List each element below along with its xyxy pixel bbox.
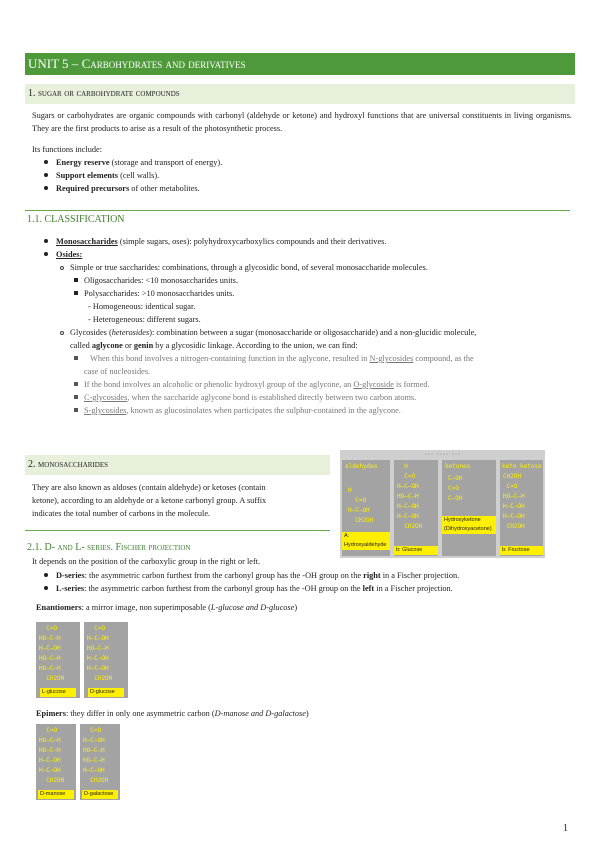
s-glycosides-item: S-glycosides, known as glucosinolates when participates the sulphur-contained in the aglycone. bbox=[74, 405, 401, 418]
d-glucose-panel bbox=[84, 622, 128, 698]
section-1-heading: 1. sugar or carbohydrate compounds bbox=[25, 84, 575, 104]
function-item: Energy reserve (storage and transport of energy). bbox=[44, 157, 222, 170]
functions-label: Its functions include: bbox=[32, 145, 103, 154]
glycosides-item-cont: called aglycone or genin by a glycosidic linkage. According to the union, we can find: bbox=[70, 341, 358, 350]
section-2-heading: 2. monosaccharides bbox=[25, 455, 330, 475]
homogeneous-item: - Homogeneous: identical sugar. bbox=[88, 302, 196, 311]
formula-text: H C=O H—C—OH CH2OH bbox=[348, 487, 374, 524]
d-series-item: D-series: the asymmetric carbon furthest from the carbonyl group has the -OH group on the right in a Fischer projection. bbox=[44, 570, 459, 583]
divider bbox=[25, 530, 330, 531]
aldose-ketose-figure bbox=[340, 450, 545, 558]
d-galactose-panel bbox=[80, 724, 120, 800]
formula-text: H C=O H—C—OH HO—C—H H—C—OH H—C—OH CH2OH bbox=[397, 463, 423, 530]
glycosides-item: Glycosides (heterosides): combination between a sugar (monosaccharide or oligosaccharide) and a non-glucidic molecule, bbox=[60, 327, 580, 340]
n-glycosides-item-cont: case of nucleosides. bbox=[84, 367, 151, 376]
oligosaccharides-item: Oligosaccharides: <10 monosaccharides units. bbox=[74, 275, 238, 288]
figure-top-label: ··· ···· ··· bbox=[424, 452, 461, 458]
fructose-tag: b: Fructose bbox=[500, 546, 543, 555]
function-item: Required precursors of other metabolites. bbox=[44, 183, 200, 196]
l-glucose-tag: L-glucose bbox=[40, 688, 76, 697]
hydroxyaldehyde-tag: A: Hydroxyaldehyde bbox=[342, 532, 390, 550]
o-glycosides-item: If the bond involves an alcoholic or phenolic hydroxyl group of the aglycone, an O-glycoside is formed. bbox=[74, 379, 430, 392]
d-manose-tag: D-manose bbox=[38, 790, 74, 799]
page-number: 1 bbox=[563, 823, 568, 834]
formula-text: C=O H—C—OH HO—C—H HO—C—H H—C—OH CH2OH bbox=[83, 727, 109, 784]
heterogeneous-item: - Heterogeneous: different sugars. bbox=[88, 315, 201, 324]
formula-text: CH2OH C=O HO—C—H H—C—OH H—C—OH CH2OH bbox=[503, 473, 525, 530]
d-galactose-tag: D-galactose bbox=[82, 790, 118, 799]
ketone2-label: keto ketose bbox=[502, 463, 542, 470]
ketone-label: ketones bbox=[445, 463, 471, 470]
formula-text: C—OH C=O C—OH bbox=[448, 475, 463, 502]
dl-intro: It depends on the position of the carboxylic group in the right or left. bbox=[32, 557, 261, 566]
glucose-tag: b: Glucose bbox=[394, 546, 438, 555]
enantiomers-line: Enantiomers: a mirror image, non superimposable (L-glucose and D-glucose) bbox=[36, 603, 298, 612]
formula-text: C=O HO—C—H H—C—OH HO—C—H HO—C—H CH2OH bbox=[39, 625, 65, 682]
polysaccharides-item: Polysaccharides: >10 monosaccharides units. bbox=[74, 288, 234, 301]
hydroxyketone-panel bbox=[442, 460, 496, 556]
unit-label: UNIT 5 – bbox=[28, 56, 82, 71]
section-2-line: They are also known as aldoses (contain aldehyde) or ketoses (contain bbox=[32, 483, 266, 492]
monosaccharides-item: Monosaccharides (simple sugars, oses): polyhydroxycarboxylics compounds and their derivatives. bbox=[44, 236, 386, 249]
divider bbox=[25, 210, 570, 211]
classification-heading: 1.1. CLASSIFICATION bbox=[27, 214, 125, 225]
section-2-line: indicates the total number of carbons in the molecule. bbox=[32, 509, 211, 518]
epimers-line: Epimers: they differ in only one asymmetric carbon (D-manose and D-galactose) bbox=[36, 709, 309, 718]
aldehyde-label: aldehydes bbox=[345, 463, 378, 470]
l-series-item: L-series: the asymmetric carbon furthest from the carbonyl group has the -OH group on the left in a Fischer projection. bbox=[44, 583, 453, 596]
d-glucose-tag: D-glucose bbox=[88, 688, 124, 697]
fructose-panel bbox=[500, 460, 543, 556]
c-glycosides-item: C-glycosides, when the saccharide aglycone bond is established directly between two carbon atoms. bbox=[74, 392, 416, 405]
osides-item: Osides: bbox=[44, 249, 82, 262]
hydroxyaldehyde-panel bbox=[342, 460, 390, 556]
unit-title: Carbohydrates and derivatives bbox=[81, 56, 246, 71]
d-manose-panel bbox=[36, 724, 76, 800]
formula-text: C=O H—C—OH HO—C—H H—C—OH H—C—OH CH2OH bbox=[87, 625, 113, 682]
function-item: Support elements (cell walls). bbox=[44, 170, 159, 183]
section-2-line: ketone), according to an aldehyde or a ketone carbonyl group. A suffix bbox=[32, 496, 267, 505]
l-glucose-panel bbox=[36, 622, 80, 698]
dl-heading: 2.1. D- and L- series. Fischer projection bbox=[27, 542, 191, 553]
glucose-panel bbox=[394, 460, 438, 556]
n-glycosides-item: When this bond involves a nitrogen-containing function in the aglycone, resulted in N-glycosides compound, as the bbox=[74, 353, 574, 366]
section-1-intro: Sugars or carbohydrates are organic compounds with carbonyl (aldehyde or ketone) and hydroxyl functions that are universal constituents in living organisms. They are the first products to arise as a result of the photosynthetic process. bbox=[32, 111, 572, 133]
formula-text: C=O HO—C—H HO—C—H H—C—OH H—C—OH CH2OH bbox=[39, 727, 65, 784]
unit-header bbox=[25, 53, 575, 75]
hydroxyketone-tag: Hydroxyketone (Dihydroxyacetone) bbox=[442, 516, 496, 534]
simple-saccharides-item: Simple or true saccharides: combinations, through a glycosidic bond, of several monosaccharide molecules. bbox=[60, 262, 428, 275]
